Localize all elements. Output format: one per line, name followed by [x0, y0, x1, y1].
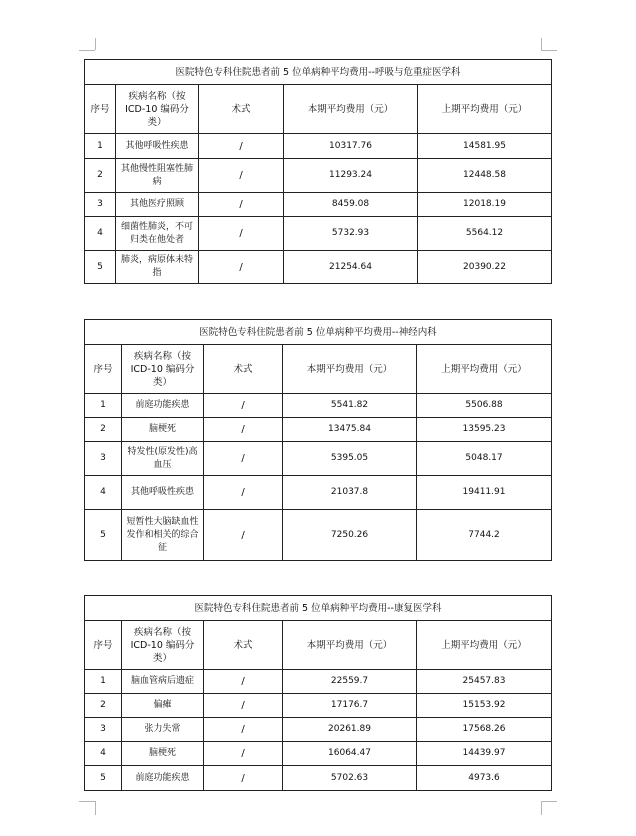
row-index: 1 [85, 134, 116, 159]
header-index: 序号 [85, 85, 116, 134]
row-previous-fee: 25457.83 [417, 670, 552, 694]
row-disease: 细菌性肺炎，不可归类在他处者 [116, 217, 199, 251]
row-surgery: / [204, 742, 283, 766]
row-disease: 特发性(原发性)高血压 [122, 442, 204, 476]
header-current-fee: 本期平均费用（元） [283, 621, 417, 670]
table-title: 医院特色专科住院患者前 5 位单病种平均费用--康复医学科 [85, 596, 552, 621]
row-current-fee: 8459.08 [284, 193, 418, 217]
table-row [85, 193, 552, 217]
table-row [85, 159, 552, 193]
table-row [85, 217, 552, 251]
crop-mark-top-right-v [541, 38, 542, 50]
header-index: 序号 [85, 345, 122, 394]
header-surgery: 术式 [204, 345, 283, 394]
row-index: 5 [85, 766, 122, 791]
header-surgery: 术式 [204, 621, 283, 670]
row-surgery: / [204, 476, 283, 510]
table-row [85, 476, 552, 510]
row-previous-fee: 17568.26 [417, 718, 552, 742]
header-disease: 疾病名称（按 ICD-10 编码分类） [122, 345, 204, 394]
row-index: 3 [85, 442, 122, 476]
row-index: 2 [85, 694, 122, 718]
table-row [85, 510, 552, 561]
crop-mark-bottom-right-v [541, 801, 542, 815]
row-disease: 前庭功能疾患 [122, 766, 204, 791]
row-index: 2 [85, 159, 116, 193]
row-disease: 脑梗死 [122, 742, 204, 766]
fee-table-respiratory [84, 59, 552, 284]
table-row [85, 442, 552, 476]
row-disease: 偏瘫 [122, 694, 204, 718]
row-current-fee: 10317.76 [284, 134, 418, 159]
crop-mark-bottom-right [541, 801, 557, 802]
table-row [85, 742, 552, 766]
row-previous-fee: 5564.12 [418, 217, 552, 251]
row-index: 4 [85, 742, 122, 766]
row-surgery: / [199, 134, 284, 159]
row-disease: 脑梗死 [122, 418, 204, 442]
row-disease: 张力失常 [122, 718, 204, 742]
row-surgery: / [204, 442, 283, 476]
row-disease: 前庭功能疾患 [122, 394, 204, 418]
row-index: 4 [85, 217, 116, 251]
header-surgery: 术式 [199, 85, 284, 134]
row-previous-fee: 15153.92 [417, 694, 552, 718]
row-current-fee: 11293.24 [284, 159, 418, 193]
row-index: 1 [85, 670, 122, 694]
header-current-fee: 本期平均费用（元） [283, 345, 417, 394]
row-current-fee: 5395.05 [283, 442, 417, 476]
crop-mark-bottom-left-v [95, 801, 96, 815]
header-index: 序号 [85, 621, 122, 670]
header-previous-fee: 上期平均费用（元） [417, 621, 552, 670]
table-row [85, 251, 552, 284]
row-current-fee: 5732.93 [284, 217, 418, 251]
row-disease: 脑血管病后遗症 [122, 670, 204, 694]
crop-mark-top-left-v [95, 38, 96, 50]
table-title: 医院特色专科住院患者前 5 位单病种平均费用--呼吸与危重症医学科 [85, 60, 552, 85]
crop-mark-top-left [79, 50, 95, 51]
row-index: 1 [85, 394, 122, 418]
row-previous-fee: 14581.95 [418, 134, 552, 159]
row-disease: 其他呼吸性疾患 [122, 476, 204, 510]
row-current-fee: 17176.7 [283, 694, 417, 718]
row-previous-fee: 12018.19 [418, 193, 552, 217]
row-disease: 其他医疗照顾 [116, 193, 199, 217]
header-current-fee: 本期平均费用（元） [284, 85, 418, 134]
row-previous-fee: 4973.6 [417, 766, 552, 791]
fee-table-neurology [84, 319, 552, 561]
crop-mark-bottom-left [79, 801, 95, 802]
row-previous-fee: 5506.88 [417, 394, 552, 418]
row-current-fee: 22559.7 [283, 670, 417, 694]
row-surgery: / [204, 670, 283, 694]
row-index: 2 [85, 418, 122, 442]
row-surgery: / [204, 394, 283, 418]
row-current-fee: 7250.26 [283, 510, 417, 561]
table-row [85, 418, 552, 442]
table-row [85, 670, 552, 694]
header-disease: 疾病名称（按 ICD-10 编码分类） [122, 621, 204, 670]
row-previous-fee: 19411.91 [417, 476, 552, 510]
row-current-fee: 21254.64 [284, 251, 418, 284]
table-row [85, 394, 552, 418]
row-previous-fee: 14439.97 [417, 742, 552, 766]
row-disease: 其他呼吸性疾患 [116, 134, 199, 159]
row-surgery: / [204, 510, 283, 561]
row-surgery: / [199, 251, 284, 284]
row-previous-fee: 5048.17 [417, 442, 552, 476]
row-previous-fee: 20390.22 [418, 251, 552, 284]
table-row [85, 694, 552, 718]
row-previous-fee: 12448.58 [418, 159, 552, 193]
row-index: 5 [85, 510, 122, 561]
fee-table-rehabilitation [84, 595, 552, 791]
row-current-fee: 20261.89 [283, 718, 417, 742]
row-current-fee: 5541.82 [283, 394, 417, 418]
table-row [85, 766, 552, 791]
header-disease: 疾病名称（按 ICD-10 编码分类） [116, 85, 199, 134]
row-surgery: / [204, 694, 283, 718]
row-previous-fee: 7744.2 [417, 510, 552, 561]
row-index: 5 [85, 251, 116, 284]
row-current-fee: 16064.47 [283, 742, 417, 766]
crop-mark-top-right [541, 50, 557, 51]
table-row [85, 134, 552, 159]
row-disease: 短暂性大脑缺血性发作和相关的综合征 [122, 510, 204, 561]
row-current-fee: 21037.8 [283, 476, 417, 510]
row-current-fee: 5702.63 [283, 766, 417, 791]
row-surgery: / [199, 217, 284, 251]
row-index: 3 [85, 718, 122, 742]
table-title: 医院特色专科住院患者前 5 位单病种平均费用--神经内科 [85, 320, 552, 345]
row-surgery: / [199, 159, 284, 193]
row-surgery: / [204, 718, 283, 742]
row-surgery: / [199, 193, 284, 217]
header-previous-fee: 上期平均费用（元） [418, 85, 552, 134]
header-previous-fee: 上期平均费用（元） [417, 345, 552, 394]
row-surgery: / [204, 418, 283, 442]
row-previous-fee: 13595.23 [417, 418, 552, 442]
row-index: 3 [85, 193, 116, 217]
row-disease: 其他慢性阻塞性肺病 [116, 159, 199, 193]
table-row [85, 718, 552, 742]
row-surgery: / [204, 766, 283, 791]
row-disease: 肺炎，病原体未特指 [116, 251, 199, 284]
row-current-fee: 13475.84 [283, 418, 417, 442]
row-index: 4 [85, 476, 122, 510]
